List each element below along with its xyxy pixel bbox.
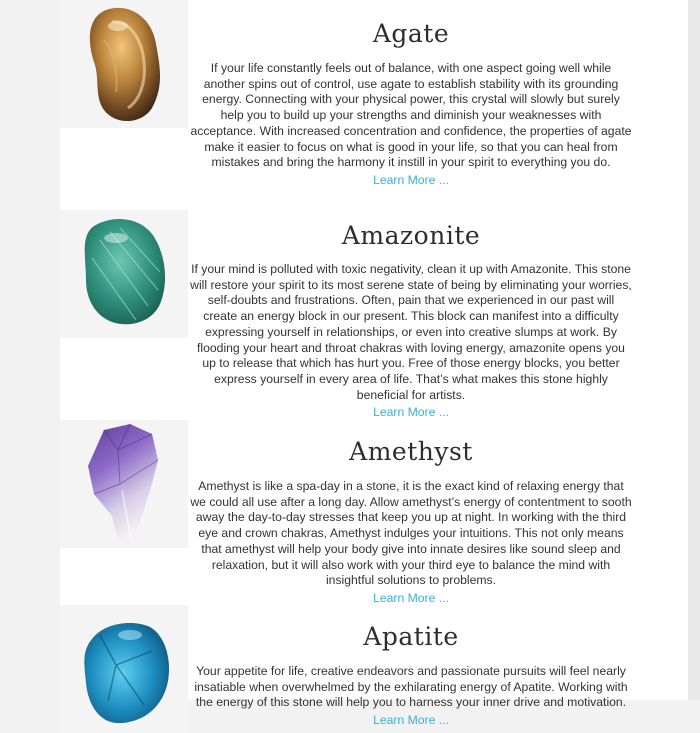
stone-title: Agate: [372, 19, 450, 48]
page-right-gutter: [688, 0, 700, 700]
learn-more-link[interactable]: Learn More ...: [373, 713, 449, 728]
learn-more-link[interactable]: Learn More ...: [373, 172, 449, 187]
agate-stone-image: [60, 0, 188, 128]
stone-list-page: [60, 0, 688, 728]
stone-description: If your mind is polluted with toxic negativity, clean it up with Amazonite. This stone will restore your spirit to its most serene state of being by eliminating your worries, self-doubts and frustrations. Often, pain that we experienced in our past will create an energy block in our present. This block can manifest into a difficulty expressing yourself in relationships, or even into creative slumps at work. By flooding your heart and throat chakras with loving energy, amazonite opens you up to release that which has hurt you. Free of those energy blocks, you better express yourself in every area of life. That’s what makes this stone highly beneficial for artists.: [190, 262, 632, 402]
amethyst-stone-image: [60, 420, 188, 548]
stone-description: Amethyst is like a spa-day in a stone, it is the exact kind of relaxing energy that we could all use after a long day. Allow amethyst’s energy of contentment to sooth away the day-to-day stresses that keep you up at night. In working with the third eye and crown chakras, Amethyst indulges your intuitions. This not only means that amethyst will help your body give into innate desires like sound sleep and relaxation, but it will also work with your third eye to balance the mind with insightful solutions to problems.: [190, 479, 632, 588]
stone-description: If your life constantly feels out of balance, with one aspect going well while another spins out of control, use agate to establish stability with its grounding energy. Connecting with your physical power, this crystal will slowly but surely help you to build up your strengths and diminish your weaknesses with acceptance. With increased concentration and confidence, the properties of agate make it easier to focus on what is good in your life, so that you can heal from mistakes and bring the harmony it instill in your spirit to everything you do.: [190, 61, 632, 170]
learn-more-link[interactable]: Learn More ...: [373, 405, 449, 420]
stone-title: Amethyst: [349, 437, 473, 466]
amethyst-content: [190, 434, 632, 607]
amazonite-stone-image: [60, 210, 188, 338]
apatite-stone-image: [60, 605, 188, 733]
stone-description: Your appetite for life, creative endeavors and passionate pursuits will feel nearly insatiable when overwhelmed by the exhilarating energy of Apatite. Working with the energy of this stone will help you to harness your inner drive and motivation.: [194, 664, 628, 710]
stone-title: Apatite: [363, 622, 459, 651]
agate-content: [190, 16, 632, 189]
apatite-content: [190, 619, 632, 729]
stone-title: Amazonite: [341, 221, 481, 250]
learn-more-link[interactable]: Learn More ...: [373, 590, 449, 605]
amazonite-content: [190, 218, 632, 421]
